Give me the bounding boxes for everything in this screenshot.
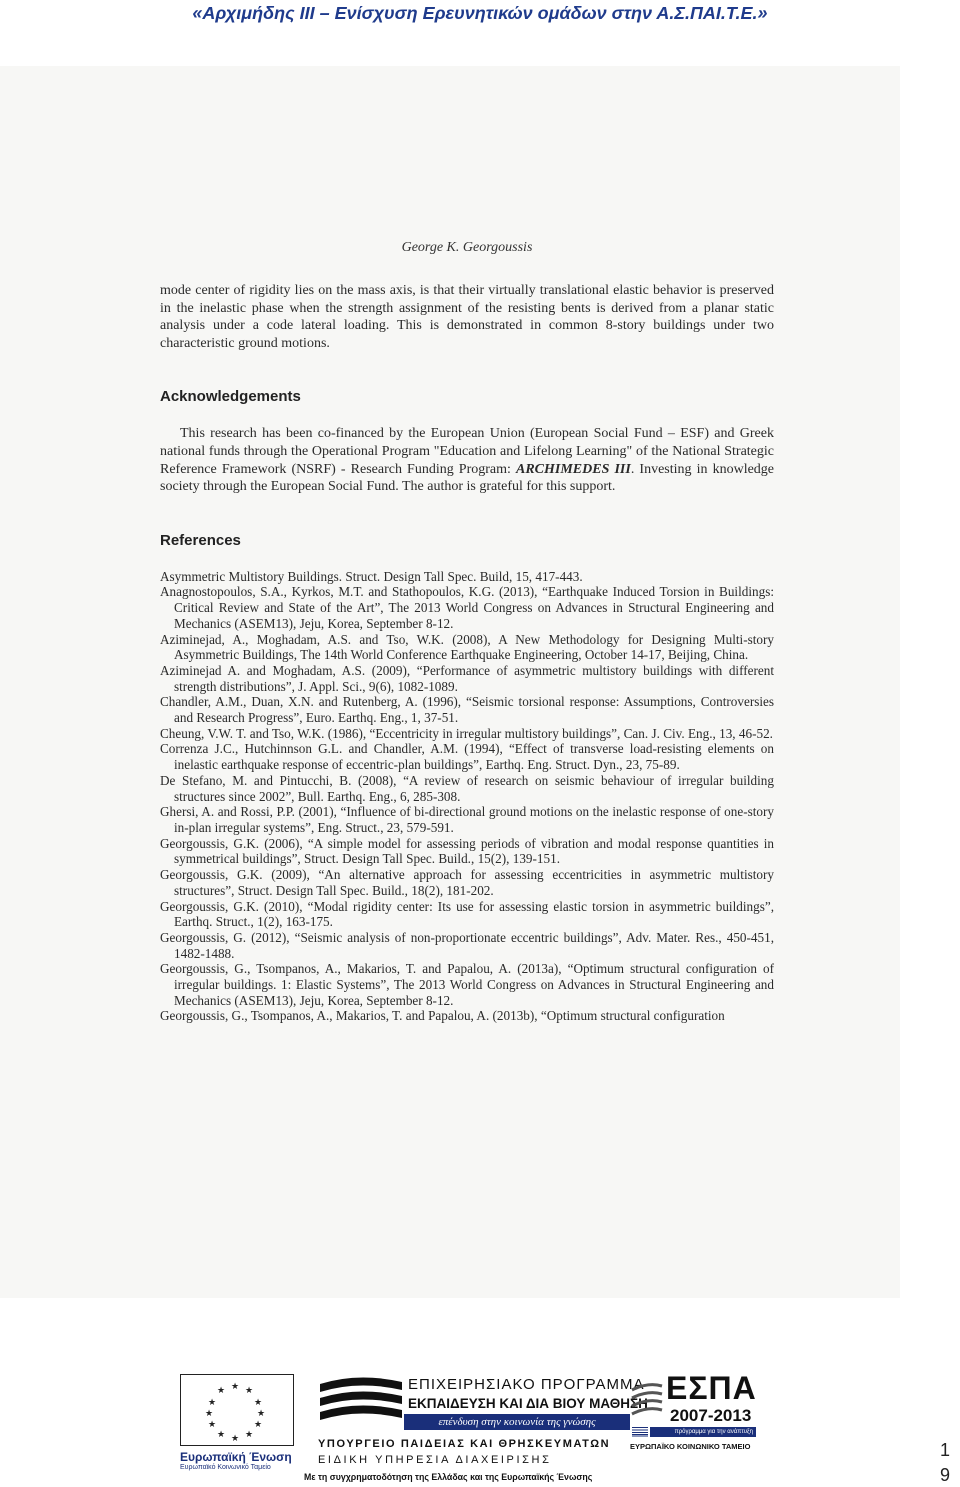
ack-program-name: ARCHIMEDES III — [516, 461, 631, 477]
reference-item: De Stefano, M. and Pintucchi, B. (2008), “A review of research on seismic behaviour of irregular building structures since 2002”, Bull. Earthq. Eng., 6, 285-308. — [160, 772, 774, 804]
reference-item: Georgoussis, G., Tsompanos, A., Makarios, T. and Papalou, A. (2013a), “Optimum structural configuration of irregular buildings. 1: Elastic Systems”, The 2013 World Congress on Advances in Structural Engineering and Mechanics (ASEM13), Jeju, Korea, September 8-12. — [160, 961, 774, 1008]
references-list — [160, 569, 774, 1024]
reference-item: Asymmetric Multistory Buildings. Struct. Design Tall Spec. Build, 15, 417-443. — [160, 568, 583, 584]
reference-item: Cheung, V.W. T. and Tso, W.K. (1986), “Eccentricity in irregular multistory buildings”, Can. J. Civ. Eng., 13, 46-52. — [160, 725, 773, 741]
reference-item: Chandler, A.M., Duan, X.N. and Rutenberg, A. (1996), “Seismic torsional response: Assumptions, Controversies and Research Progress”, Euro. Earthq. Eng., 1, 37-51. — [160, 694, 774, 726]
page-number-line1: 1 — [940, 1440, 951, 1460]
reference-item: Ghersi, A. and Rossi, P.P. (2001), “Influence of bi-directional ground motions on the inelastic response of one-story in-plan irregular systems”, Eng. Struct., 23, 579-591. — [160, 804, 774, 835]
eu-fund: Ευρωπαϊκό Κοινωνικό Ταμείο — [180, 1464, 271, 1471]
espa-years: 2007-2013 — [670, 1406, 752, 1425]
acknowledgements-paragraph — [160, 425, 774, 495]
op-subtitle: ΕΚΠΑΙΔΕΥΣΗ ΚΑΙ ΔΙΑ ΒΙΟΥ ΜΑΘΗΣΗ — [408, 1396, 648, 1411]
ack-text-2: . Investing in knowledge society through the European Social Fund. The author is grateful for this support. — [160, 461, 775, 495]
page-number-line2: 9 — [940, 1465, 951, 1485]
espa-band: πρόγραμμα για την ανάπτυξη — [650, 1427, 756, 1437]
ack-text-1: This research has been co-financed by the European Union (European Social Fund – ESF) and Greek national funds through the Operational Program "Education and Lifelong Learning" of the National Strategic Reference Framework (NSRF) - Research Funding Program: — [160, 426, 774, 477]
reference-item: Georgoussis, G.K. (2009), “An alternative approach for assessing eccentricities in asymmetric multistory structures”, Struct. Design Tall Spec. Build., 18(2), 181-202. — [160, 867, 774, 898]
reference-item: Aziminejad, A., Moghadam, A.S. and Tso, W.K. (2008), A New Methodology for Designing Multi-story Asymmetric Buildings, The 14th World Conference Earthquake Engineering, October 14-17, Beijing, China. — [160, 631, 774, 663]
eu-name: Ευρωπαϊκή Ένωση — [180, 1450, 292, 1464]
reference-item: Correnza J.C., Hutchinnson G.L. and Chandler, A.M. (1994), “Effect of transverse load-resisting elements on inelastic earthquake response of eccentric-plan buildings”, Earthq. Eng. Struct. Dyn., 23, 75-89. — [160, 741, 774, 773]
document-header-title: «Αρχιμήδης ΙΙΙ – Ενίσχυση Ερευνητικών ομάδων στην Α.Σ.ΠΑΙ.Τ.Ε.» — [192, 3, 768, 23]
espa-fund: ΕΥΡΩΠΑΪΚΟ ΚΟΙΝΩΝΙΚΟ ΤΑΜΕΙΟ — [630, 1442, 751, 1451]
paper-body — [160, 240, 774, 1024]
acknowledgements-heading: Acknowledgements — [160, 388, 301, 406]
reference-item: Aziminejad A. and Moghadam, A.S. (2009), “Performance of asymmetric multistory buildings with different strength distributions”, J. Appl. Sci., 9(6), 1082-1089. — [160, 662, 774, 694]
greek-flag-icon — [632, 1427, 648, 1437]
agency-name: ΕΙΔΙΚΗ ΥΠΗΡΕΣΙΑ ΔΙΑΧΕΙΡΙΣΗΣ — [318, 1454, 552, 1466]
running-head: George K. Georgoussis — [401, 240, 533, 255]
intro-paragraph: mode center of rigidity lies on the mass axis, is that their virtually translational elastic behavior is preserved in the inelastic phase when the strength assignment of the resisting bents is derived from a planar static analysis under a code lateral loading. This is demonstrated in common 8-story buildings under two characteristic ground motions. — [160, 283, 774, 351]
eu-logo — [180, 1374, 295, 1471]
eu-flag-icon: ★ ★ ★ ★ ★ ★ ★ ★ ★ ★ ★ ★ — [180, 1374, 294, 1446]
reference-item: Georgoussis, G. (2012), “Seismic analysis of non-proportionate eccentric buildings”, Adv. Mater. Res., 450-451, 1482-1488. — [160, 929, 774, 961]
op-title: ΕΠΙΧΕΙΡΗΣΙΑΚΟ ΠΡΟΓΡΑΜΜΑ — [408, 1376, 645, 1393]
op-slogan: επένδυση στην κοινωνία της γνώσης — [404, 1414, 630, 1430]
reference-item: Anagnostopoulos, S.A., Kyrkos, M.T. and Stathopoulos, K.G. (2013), “Earthquake Induced Torsion in Buildings: Critical Review and State of the Art”, The 2013 World Congress on Advances in Structural Engineering and Mechanics (ASEM13), Jeju, Korea, September 8-12. — [160, 584, 774, 631]
funding-footer — [0, 1360, 960, 1487]
op-swoosh-icon — [318, 1374, 404, 1424]
espa-stripes-icon — [630, 1380, 664, 1422]
cofunding-note: Με τη συγχρηματοδότηση της Ελλάδας και της Ευρωπαϊκής Ένωσης — [304, 1472, 593, 1482]
reference-item: Georgoussis, G., Tsompanos, A., Makarios, T. and Papalou, A. (2013b), “Optimum structural configuration — [160, 1008, 725, 1024]
references-heading: References — [160, 531, 241, 549]
reference-item: Georgoussis, G.K. (2010), “Modal rigidity center: Its use for assessing elastic torsion in asymmetric buildings”, Earthq. Struct., 1(2), 163-175. — [160, 898, 774, 930]
reference-item: Georgoussis, G.K. (2006), “A simple model for assessing periods of vibration and modal response quantities in symmetrical buildings”, Struct. Design Tall Spec. Build., 15(2), 139-151. — [160, 835, 774, 867]
ministry-name: ΥΠΟΥΡΓΕΙΟ ΠΑΙΔΕΙΑΣ ΚΑΙ ΘΡΗΣΚΕΥΜΑΤΩΝ — [318, 1438, 611, 1450]
espa-word: ΕΣΠΑ — [666, 1370, 757, 1406]
